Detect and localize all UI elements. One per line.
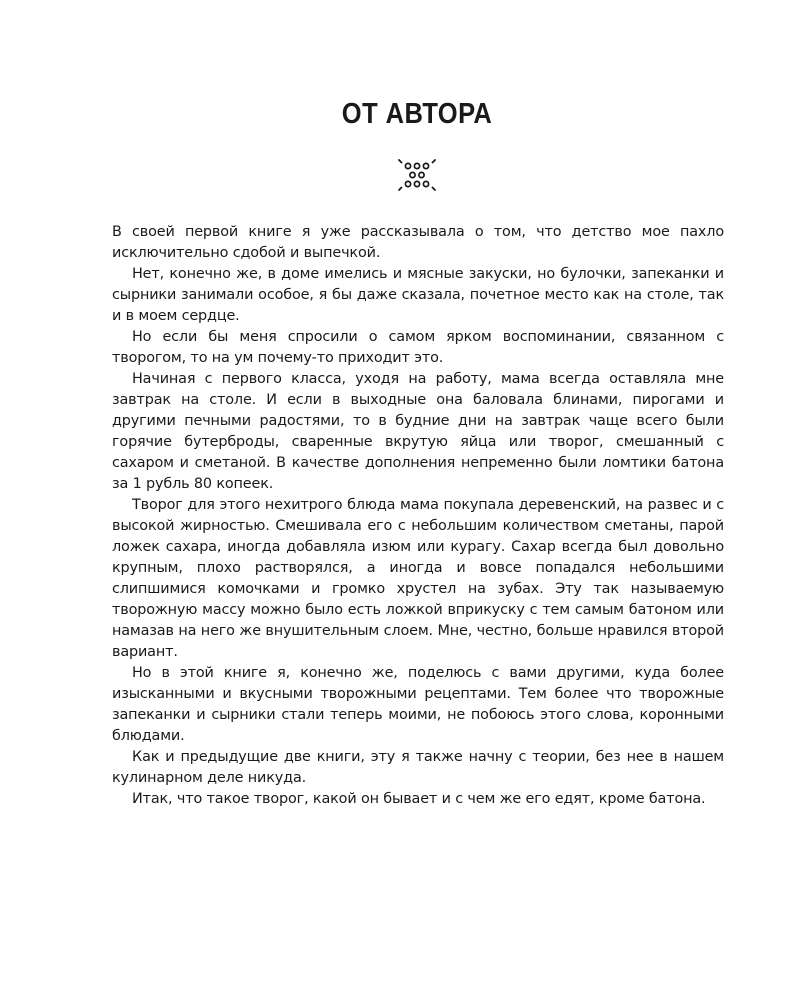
page-title: ОТ АВТОРА [341,98,493,130]
paragraph: Но если бы меня спросили о самом ярком воспоминании, связанном с творогом, то на ум почему-то приходит это. [112,329,724,366]
paragraph: Но в этой книге я, конечно же, поделюсь с вами другими, куда более изысканными и вкусными творожными рецептами. Тем более что творожные запеканки и сырники стали теперь моими, не побоюсь этого слова, коронными блюдами. [112,665,724,744]
author-foreword-text [112,222,724,810]
paragraph: Нет, конечно же, в доме имелись и мясные закуски, но булочки, запеканки и сырники занимали особое, я бы даже сказала, почетное место как на столе, так и в моем сердце. [112,266,724,324]
paragraph: Творог для этого нехитрого блюда мама покупала деревенский, на развес и с высокой жирностью. Смешивала его с небольшим количеством сметаны, парой ложек сахара, иногда добавляла изюм или курагу. Сахар всегда был довольно крупным, плохо растворялся, а иногда и вовсе попадался небольшими слипшимися комочками и громко хрустел на зубах. Эту так называемую творожную массу можно было есть ложкой вприкуску с тем самым батоном или намазав на него же внушительным слоем. Мне, честно, больше нравился второй вариант. [112,497,724,660]
dots-ornament-icon [395,156,439,196]
paragraph: Начиная с первого класса, уходя на работу, мама всегда оставляла мне завтрак на столе. И если в выходные она баловала блинами, пирогами и другими печными радостями, то в будние дни на завтрак чаще всего были горячие бутерброды, сваренные вкрутую яйца или творог, смешанный с сахаром и сметаной. В качестве дополнения непременно были ломтики батона за 1 рубль 80 копеек. [112,371,724,492]
paragraph: Как и предыдущие две книги, эту я также начну с теории, без нее в нашем кулинарном деле никуда. [112,749,724,786]
paragraph: В своей первой книге я уже рассказывала о том, что детство мое пахло исключительно сдобой и выпечкой. [112,224,724,261]
paragraph: Итак, что такое творог, какой он бывает и с чем же его едят, кроме батона. [132,791,706,807]
